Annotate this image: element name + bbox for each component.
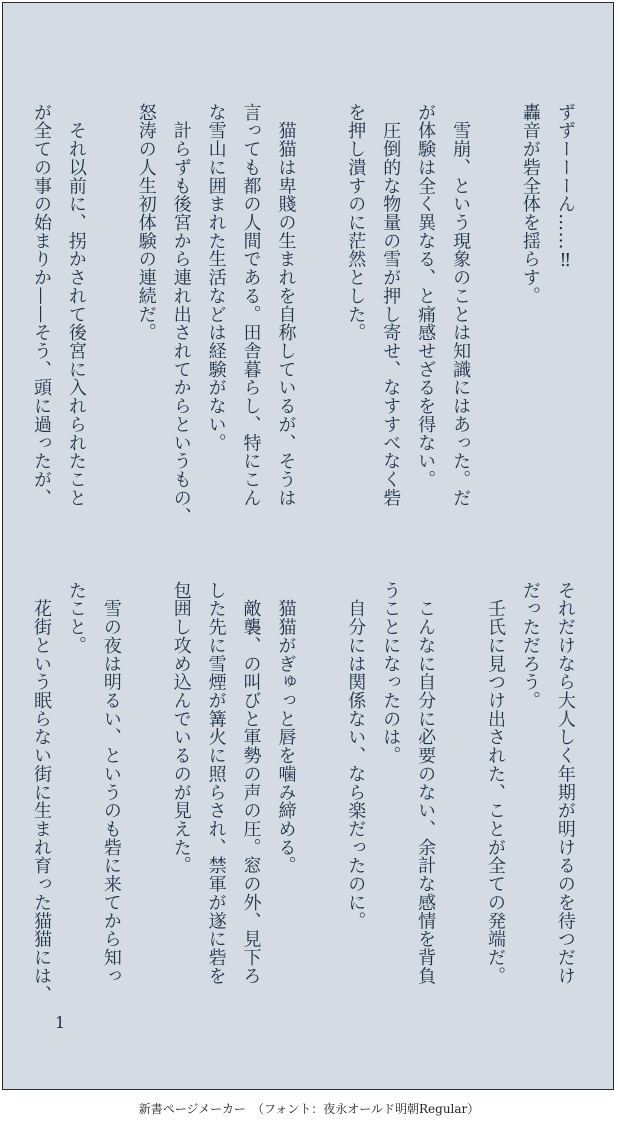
text-column [308,581,332,1005]
text-column: こんなに自分に必要のない、余計な感情を背負 [415,581,437,985]
text-column: が体験は全く異なる、と痛感せざるを得ない。 [415,103,437,489]
text-column: 包囲し攻め込んでいるのが見えた。 [170,581,192,875]
text-column: 花街という眠らない街に生まれ育った猫猫には、 [31,581,52,1004]
page-number: 1 [55,1013,66,1032]
text-column: ずずーーーん……‼ [554,103,576,272]
text-column [99,103,123,531]
text-column: 怒涛の人生初体験の連続だ。 [135,103,157,342]
text-column: 壬氏に見つけ出された、ことが全ての発端だ。 [484,581,506,985]
text-column: うことになったのは。 [380,581,402,765]
text-column [134,581,158,1005]
text-column: を押し潰すのに茫然とした。 [345,103,367,342]
footer-credit: 新書ページメーカー （フォント：夜永オールド明朝Regular） [138,1102,480,1116]
novel-page [2,2,614,1090]
text-column [308,103,332,531]
text-column: 猫猫は卑賤の生まれを自称しているが、そうは [275,103,297,507]
text-column: 圧倒的な物量の雪が押し寄せ、なすすべなく砦 [380,103,402,507]
lower-text-block [29,581,577,1005]
upper-text-block [29,103,577,531]
text-column: 自分には関係ない、なら楽だったのに。 [345,581,367,930]
text-column: 計らずも後宮から連れ出されてからというもの、 [170,103,192,526]
text-column: 言っても都の人間である。田舎暮らし、特にこん [240,103,262,507]
text-column: それ以前に、拐かされて後宮に入れられたこと [65,103,87,507]
text-column: した先に雪煙が篝火に照らされ、禁軍が遂に砦を [205,581,227,985]
text-column: な雪山に囲まれた生活などは経験がない。 [205,103,227,452]
text-column: 轟音が砦全体を揺らす。 [519,103,541,305]
text-column [483,103,507,531]
text-column [448,581,472,1005]
text-column: 雪崩、という現象のことは知識にはあった。だ [450,103,472,507]
text-column: だっただろう。 [519,581,541,710]
text-column: たこと。 [65,581,87,655]
text-column: 敵襲、の叫びと軍勢の声の圧。窓の外、見下ろ [240,581,262,985]
text-column: 雪の夜は明るい、というのも砦に来てから知っ [100,581,122,985]
text-column: それだけなら大人しく年期が明けるのを待つだけ [554,581,576,985]
text-column: 猫猫がぎゅっと唇を噛み締める。 [275,581,297,875]
text-column: が全ての事の始まりか——そう、頭に過ったが、 [31,103,52,507]
